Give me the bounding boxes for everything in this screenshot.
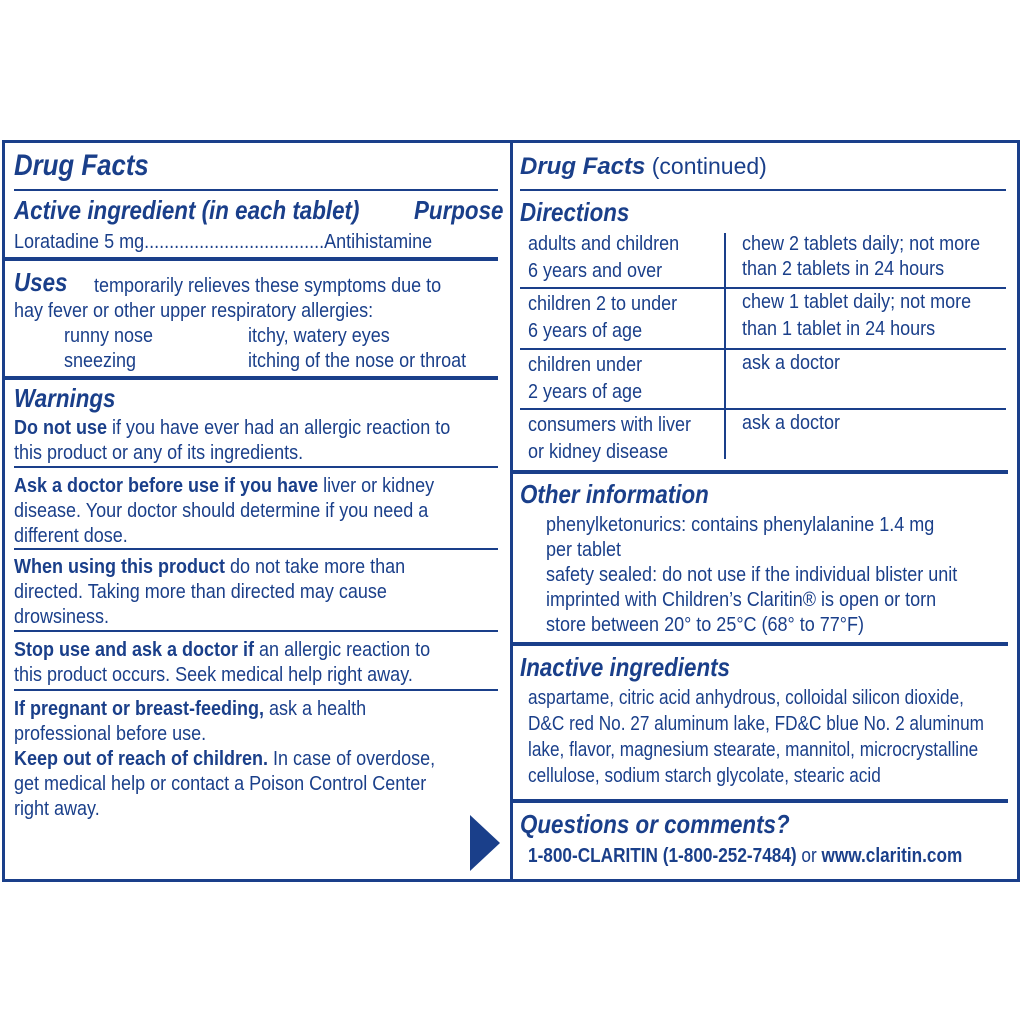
ask-doctor-line-1: Ask a doctor before use if you have liver or kidney xyxy=(14,475,435,497)
section-rule xyxy=(512,470,1008,474)
rule xyxy=(14,630,498,632)
uses-item: itching of the nose or throat xyxy=(248,350,467,372)
section-rule xyxy=(512,642,1008,646)
other-info-line: phenylketonurics: contains phenylalanine 1.4 mg xyxy=(546,514,935,536)
uses-intro-2: hay fever or other upper respiratory allergies: xyxy=(14,300,374,322)
table-row: children under 2 years of age ask a doctor xyxy=(528,352,841,403)
rule xyxy=(14,466,498,468)
active-ingredient-line: Loratadine 5 mg....................................Antihistamine xyxy=(14,231,433,253)
other-info-line: per tablet xyxy=(546,539,622,561)
inactive-line: D&C red No. 27 aluminum lake, FD&C blue No. 2 aluminum xyxy=(528,713,984,735)
uses-intro-1: temporarily relieves these symptoms due to xyxy=(94,275,442,297)
pregnant-line-1: If pregnant or breast-feeding, ask a health xyxy=(14,698,367,720)
when-using-line-1: When using this product do not take more than xyxy=(14,556,406,578)
rule xyxy=(14,189,498,191)
rule xyxy=(520,189,1006,191)
rule xyxy=(14,689,498,691)
inactive-line: cellulose, sodium starch glycolate, stearic acid xyxy=(528,765,881,787)
website-link[interactable]: www.claritin.com xyxy=(821,845,963,867)
uses-item: itchy, watery eyes xyxy=(248,325,390,347)
section-rule xyxy=(512,799,1008,803)
ask-doctor-line-2: disease. Your doctor should determine if you need a xyxy=(14,500,429,522)
pregnant-line-2: professional before use. xyxy=(14,723,207,745)
when-using-line-2: directed. Taking more than directed may cause xyxy=(14,581,387,603)
keep-out-line-2: get medical help or contact a Poison Control Center xyxy=(14,773,427,795)
warnings-heading: Warnings xyxy=(14,383,116,413)
other-info-line: imprinted with Children’s Claritin® is open or torn xyxy=(546,589,937,611)
phone-number[interactable]: 1-800-CLARITIN (1-800-252-7484) xyxy=(528,845,797,867)
keep-out-line-3: right away. xyxy=(14,798,100,820)
do-not-use-line-2: this product or any of its ingredients. xyxy=(14,442,304,464)
triangle-right-icon xyxy=(470,815,500,871)
keep-out-line-1: Keep out of reach of children. In case of overdose, xyxy=(14,748,436,770)
other-info-heading: Other information xyxy=(520,479,709,509)
table-row: children 2 to under 6 years of age chew 1 tablet daily; not more than 1 tablet in 24 hours xyxy=(528,291,972,342)
table-row: consumers with liver or kidney disease ask a doctor xyxy=(528,412,841,463)
other-info-line: store between 20° to 25°C (68° to 77°F) xyxy=(546,614,864,636)
inactive-ingredients-heading: Inactive ingredients xyxy=(520,652,731,682)
column-divider xyxy=(510,140,513,882)
questions-heading: Questions or comments? xyxy=(520,809,790,839)
rule xyxy=(14,548,498,550)
uses-heading: Uses xyxy=(14,267,68,297)
directions-table xyxy=(520,229,1006,463)
do-not-use-line-1: Do not use if you have ever had an allergic reaction to xyxy=(14,417,451,439)
when-using-line-3: drowsiness. xyxy=(14,606,110,628)
continued-title: Drug Facts (continued) xyxy=(520,153,767,180)
section-rule xyxy=(2,376,498,380)
stop-use-line-2: this product occurs. Seek medical help right away. xyxy=(14,664,413,686)
ask-doctor-line-3: different dose. xyxy=(14,525,128,547)
inactive-line: aspartame, citric acid anhydrous, colloidal silicon dioxide, xyxy=(528,687,964,709)
uses-item: runny nose xyxy=(64,325,154,347)
purpose-heading: Purpose xyxy=(414,195,504,225)
uses-line xyxy=(14,267,76,298)
drug-facts-title: Drug Facts xyxy=(14,149,149,182)
stop-use-line-1: Stop use and ask a doctor if an allergic reaction to xyxy=(14,639,431,661)
other-info-line: safety sealed: do not use if the individual blister unit xyxy=(546,564,958,586)
uses-item: sneezing xyxy=(64,350,137,372)
section-rule xyxy=(2,257,498,261)
table-row: adults and children 6 years and over chew 2 tablets daily; not more than 2 tablets in 24 hours xyxy=(528,233,981,282)
contact-line: 1-800-CLARITIN (1-800-252-7484) or www.claritin.com xyxy=(528,845,963,867)
directions-heading: Directions xyxy=(520,197,630,227)
inactive-line: lake, flavor, magnesium stearate, mannitol, microcrystalline xyxy=(528,739,979,761)
active-ingredient-heading: Active ingredient (in each tablet) xyxy=(14,195,360,225)
